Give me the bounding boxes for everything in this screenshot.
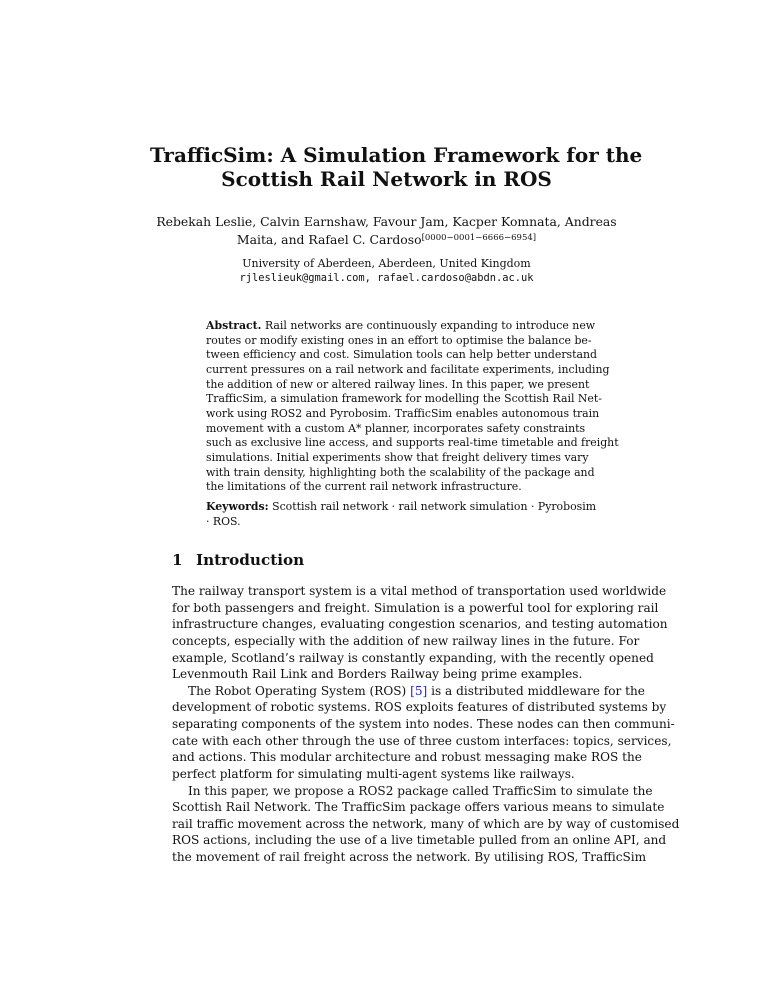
keywords-text: Scottish rail network · rail network simulation · Pyrobosim [272,500,597,513]
abstract-line: the addition of new or altered railway lines. In this paper, we present [206,377,590,391]
author-list [150,213,623,248]
body-line: for both passengers and freight. Simulation is a powerful tool for exploring rail [172,600,659,615]
body-text-span: The Robot Operating System (ROS) [188,683,411,698]
body-line: In this paper, we propose a ROS2 package called TrafficSim to simulate the [188,783,653,798]
abstract-line: such as exclusive line access, and supports real-time timetable and freight [206,436,619,450]
section-number: 1 [172,551,183,569]
abstract-line: tween efficiency and cost. Simulation tools can help better understand [206,348,597,362]
body-line: rail traffic movement across the network, many of which are by way of customised [172,816,680,831]
abstract-line: TrafficSim, a simulation framework for modelling the Scottish Rail Net- [206,392,602,406]
keywords-line: · ROS. [206,514,241,528]
keywords-line [206,500,597,515]
title-line: Scottish Rail Network in ROS [221,167,552,191]
body-line: Scottish Rail Network. The TrafficSim package offers various means to simulate [172,800,665,815]
citation-link[interactable]: [5] [410,683,428,698]
orcid-id: [0000−0001−6666−6954] [421,233,537,243]
author-line-text: Maita, and Rafael C. Cardoso [236,232,422,247]
body-text-span: is a distributed middleware for the [427,683,645,698]
paper-title [150,143,643,191]
keywords-label: Keywords: [206,500,269,513]
section-heading [172,550,304,570]
affiliation [150,256,623,286]
abstract-line: current pressures on a rail network and facilitate experiments, including [206,362,610,376]
author-emails: rjleslieuk@gmail.com, rafael.cardoso@abdn.ac.uk [239,272,534,284]
body-line: cate with each other through the use of three custom interfaces: topics, services, [172,733,672,748]
body-line: example, Scotland’s railway is constantly expanding, with the recently opened [172,650,654,665]
title-line: TrafficSim: A Simulation Framework for the [150,143,643,167]
abstract-line: movement with a custom A* planner, incorporates safety constraints [206,421,586,435]
abstract-line [206,319,596,334]
body-line: The railway transport system is a vital method of transportation used worldwide [172,584,667,598]
abstract-text: Rail networks are continuously expanding to introduce new [264,319,596,332]
author-line: Rebekah Leslie, Calvin Earnshaw, Favour Jam, Kacper Komnata, Andreas [156,214,617,229]
body-line: concepts, especially with the addition of new railway lines in the future. For [172,633,640,648]
abstract-line: the limitations of the current rail network infrastructure. [206,480,522,494]
abstract-line: routes or modify existing ones in an effort to optimise the balance be- [206,333,592,347]
abstract-line: work using ROS2 and Pyrobosim. TrafficSim enables autonomous train [206,406,600,420]
body-line: Levenmouth Rail Link and Borders Railway being prime examples. [172,667,583,682]
abstract-line: simulations. Initial experiments show that freight delivery times vary [206,450,589,464]
body-line: the movement of rail freight across the network. By utilising ROS, TrafficSim [172,850,647,864]
body-text [172,583,680,866]
author-line [150,230,623,248]
abstract-label: Abstract. [206,319,262,332]
keywords [206,500,597,529]
body-line: development of robotic systems. ROS exploits features of distributed systems by [172,700,667,715]
section-title: Introduction [196,551,305,569]
abstract [206,319,619,495]
body-line: infrastructure changes, evaluating congestion scenarios, and testing automation [172,617,668,632]
abstract-line: with train density, highlighting both the scalability of the package and [206,465,595,479]
body-line: ROS actions, including the use of a live timetable pulled from an online API, and [172,833,667,848]
body-line [172,683,645,700]
body-line: perfect platform for simulating multi-agent systems like railways. [172,766,575,781]
body-line: separating components of the system into nodes. These nodes can then communi- [172,717,675,731]
body-line: and actions. This modular architecture and robust messaging make ROS the [172,750,642,765]
institution: University of Aberdeen, Aberdeen, United Kingdom [242,257,531,270]
